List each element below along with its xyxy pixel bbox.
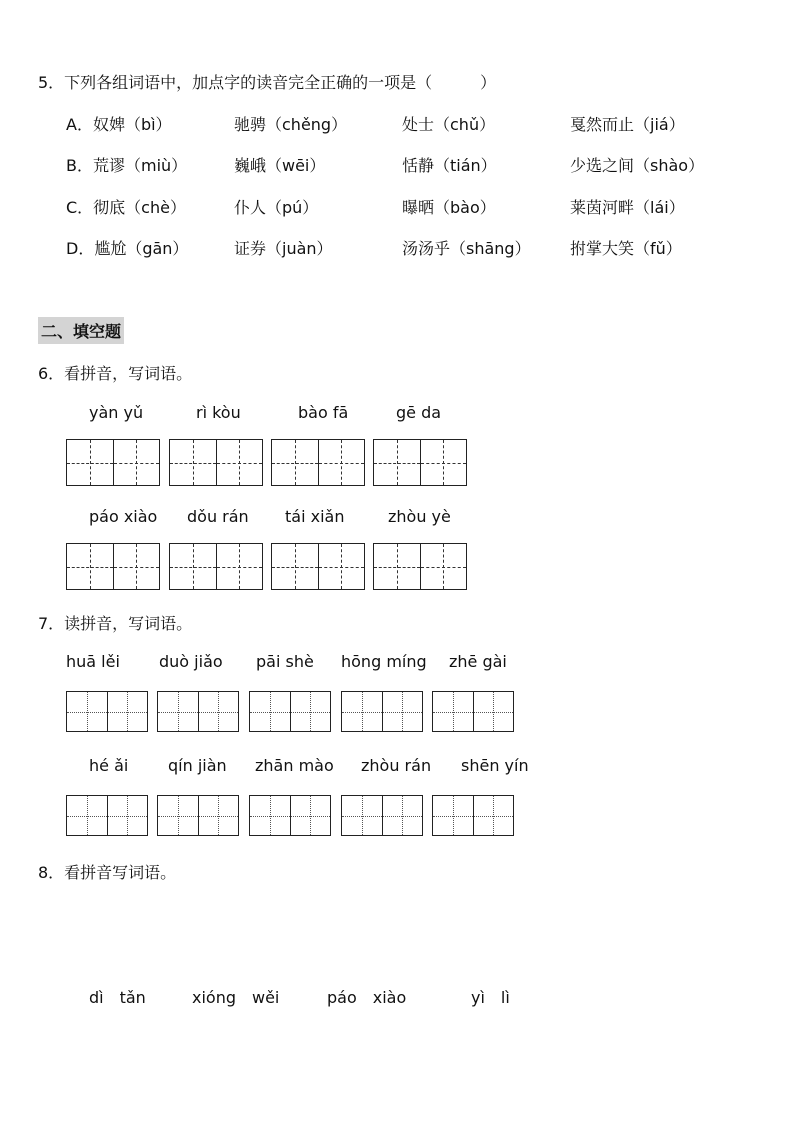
q7-pinyin-6: hé ǎi — [89, 756, 129, 775]
writing-grid[interactable] — [249, 691, 331, 732]
q8-pinyin-3: páo xiào — [327, 988, 407, 1007]
q7-pinyin-9: zhòu rán — [361, 756, 432, 775]
q6-pinyin-8: zhòu yè — [388, 507, 451, 526]
option-c-2: 仆人（pú） — [234, 198, 319, 217]
writing-grid[interactable] — [157, 691, 239, 732]
writing-grid[interactable] — [373, 439, 467, 486]
writing-grid[interactable] — [157, 795, 239, 836]
q7-pinyin-2: duò jiǎo — [159, 652, 223, 671]
q6-stem: 6．看拼音，写词语。 — [38, 364, 193, 383]
q7-pinyin-10: shēn yín — [461, 756, 529, 775]
option-c-1: C．彻底（chè） — [66, 198, 186, 217]
q6-pinyin-6: dǒu rán — [187, 507, 249, 526]
q8-pinyin-4: yì lì — [471, 988, 510, 1007]
option-a-4: 戛然而止（jiá） — [570, 115, 685, 134]
q6-pinyin-4: gē da — [396, 403, 442, 422]
section-title: 二、填空题 — [38, 317, 124, 344]
q8-pinyin-1: dì tǎn — [89, 988, 146, 1007]
writing-grid[interactable] — [66, 795, 148, 836]
q5-stem: 5．下列各组词语中，加点字的读音完全正确的一项是（ ） — [38, 73, 497, 92]
writing-grid[interactable] — [271, 439, 365, 486]
q6-pinyin-7: tái xiǎn — [285, 507, 345, 526]
writing-grid[interactable] — [341, 691, 423, 732]
q7-pinyin-4: hōng míng — [341, 652, 427, 671]
q7-pinyin-8: zhān mào — [255, 756, 334, 775]
option-b-1: B．荒谬（miù） — [66, 156, 188, 175]
q7-pinyin-3: pāi shè — [256, 652, 314, 671]
writing-grid[interactable] — [373, 543, 467, 590]
q8-stem: 8．看拼音写词语。 — [38, 863, 177, 882]
writing-grid[interactable] — [169, 439, 263, 486]
q6-pinyin-5: páo xiào — [89, 507, 158, 526]
writing-grid[interactable] — [249, 795, 331, 836]
option-b-2: 巍峨（wēi） — [234, 156, 326, 175]
option-a-3: 处士（chǔ） — [402, 115, 496, 134]
q7-stem: 7．读拼音，写词语。 — [38, 614, 193, 633]
writing-grid[interactable] — [66, 691, 148, 732]
q6-pinyin-2: rì kòu — [196, 403, 241, 422]
option-d-4: 拊掌大笑（fǔ） — [570, 239, 682, 258]
q8-pinyin-2: xióng wěi — [192, 988, 280, 1007]
q6-pinyin-1: yàn yǔ — [89, 403, 144, 422]
option-b-4: 少选之间（shào） — [570, 156, 705, 175]
q7-pinyin-5: zhē gài — [449, 652, 507, 671]
option-d-2: 证券（juàn） — [234, 239, 333, 258]
writing-grid[interactable] — [341, 795, 423, 836]
writing-grid[interactable] — [432, 795, 514, 836]
option-a-2: 驰骋（chěng） — [234, 115, 348, 134]
q7-pinyin-1: huā lěi — [66, 652, 120, 671]
option-a-1: A．奴婢（bì） — [66, 115, 172, 134]
writing-grid[interactable] — [169, 543, 263, 590]
writing-grid[interactable] — [432, 691, 514, 732]
writing-grid[interactable] — [271, 543, 365, 590]
writing-grid[interactable] — [66, 439, 160, 486]
q7-pinyin-7: qín jiàn — [168, 756, 227, 775]
option-d-3: 汤汤乎（shāng） — [402, 239, 531, 258]
option-c-4: 莱茵河畔（lái） — [570, 198, 685, 217]
q6-pinyin-3: bào fā — [298, 403, 349, 422]
option-d-1: D．尴尬（gān） — [66, 239, 189, 258]
option-c-3: 曝晒（bào） — [402, 198, 496, 217]
writing-grid[interactable] — [66, 543, 160, 590]
option-b-3: 恬静（tián） — [402, 156, 497, 175]
